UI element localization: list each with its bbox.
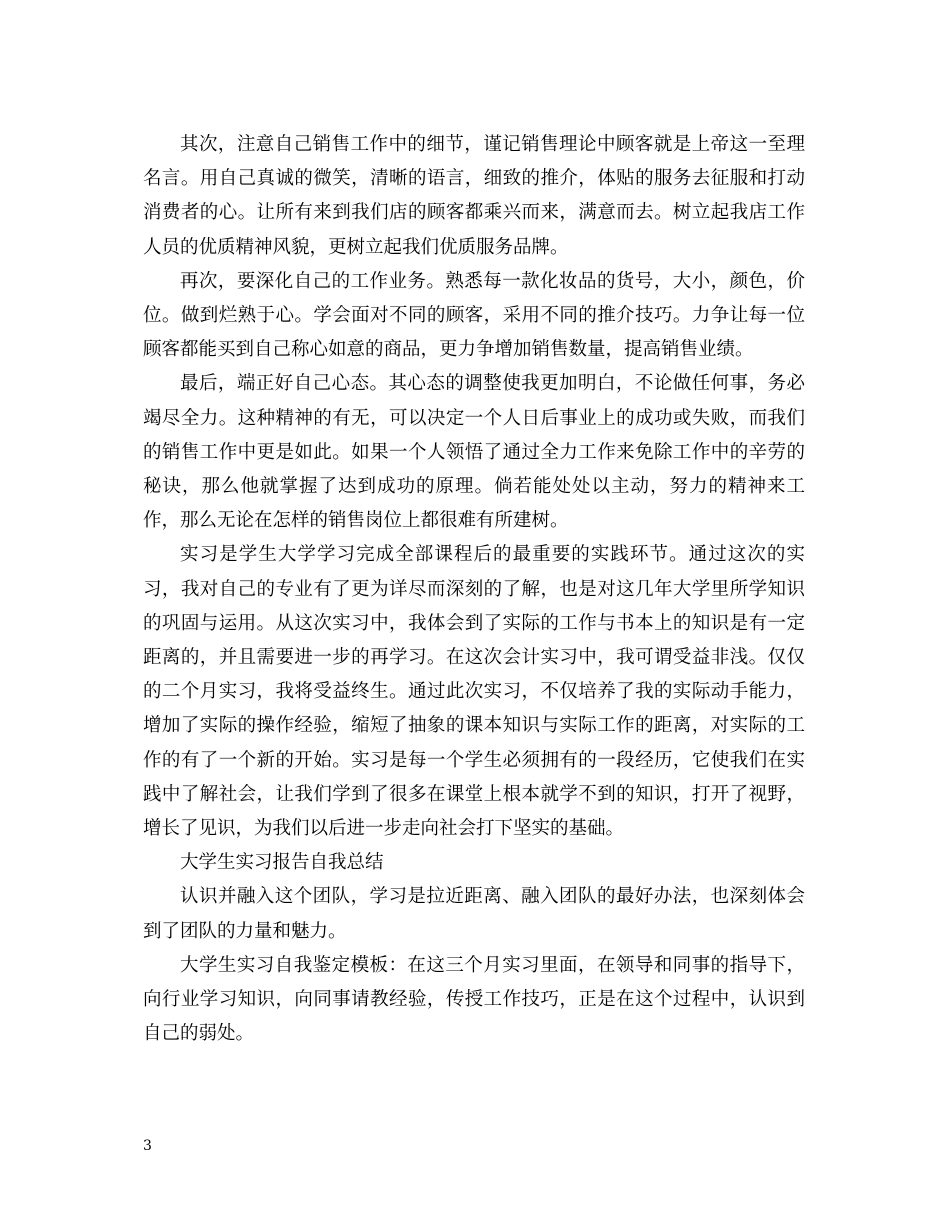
section-heading: 大学生实习报告自我总结 (180, 852, 384, 874)
page-number: 3 (143, 1138, 152, 1154)
paragraph-finally: 最后，端正好自己心态。其心态的调整使我更加明白，不论做任何事，务必竭尽全力。这种精神的有无，可以决定一个人日后事业上的成功或失败，而我们的销售工作中更是如此。如果一个人领悟了通过全力工作来免除工作中的辛劳的秘诀，那么他就掌握了达到成功的原理。倘若能处处以主动，努力的精神来工作，那么无论在怎样的销售岗位上都很难有所建树。 (143, 373, 805, 532)
paragraph-self-appraisal: 大学生实习自我鉴定模板：在这三个月实习里面，在领导和同事的指导下，向行业学习知识，向同事请教经验，传授工作技巧，正是在这个过程中，认识到自己的弱处。 (143, 954, 805, 1045)
document-body (143, 128, 805, 1051)
paragraph-internship-summary: 实习是学生大学学习完成全部课程后的最重要的实践环节。通过这次的实习，我对自己的专业有了更为详尽而深刻的了解，也是对这几年大学里所学知识的巩固与运用。从这次实习中，我体会到了实际的工作与书本上的知识是有一定距离的，并且需要进一步的再学习。在这次会计实习中，我可谓受益非浅。仅仅的二个月实习，我将受益终生。通过此次实习，不仅培养了我的实际动手能力，增加了实际的操作经验，缩短了抽象的课本知识与实际工作的距离，对实际的工作的有了一个新的开始。实习是每一个学生必须拥有的一段经历，它使我们在实践中了解社会，让我们学到了很多在课堂上根本就学不到的知识，打开了视野，增长了见识，为我们以后进一步走向社会打下坚实的基础。 (143, 544, 805, 840)
paragraph-thirdly: 再次，要深化自己的工作业务。熟悉每一款化妆品的货号，大小，颜色，价位。做到烂熟于心。学会面对不同的顾客，采用不同的推介技巧。力争让每一位顾客都能买到自己称心如意的商品，更力争增加销售数量，提高销售业绩。 (143, 270, 805, 361)
paragraph-team: 认识并融入这个团队，学习是拉近距离、融入团队的最好办法，也深刻体会到了团队的力量和魅力。 (143, 886, 805, 942)
paragraph-secondly: 其次，注意自己销售工作中的细节，谨记销售理论中顾客就是上帝这一至理名言。用自己真诚的微笑，清晰的语言，细致的推介，体贴的服务去征服和打动消费者的心。让所有来到我们店的顾客都乘兴而来，满意而去。树立起我店工作人员的优质精神风貌，更树立起我们优质服务品牌。 (143, 134, 805, 258)
